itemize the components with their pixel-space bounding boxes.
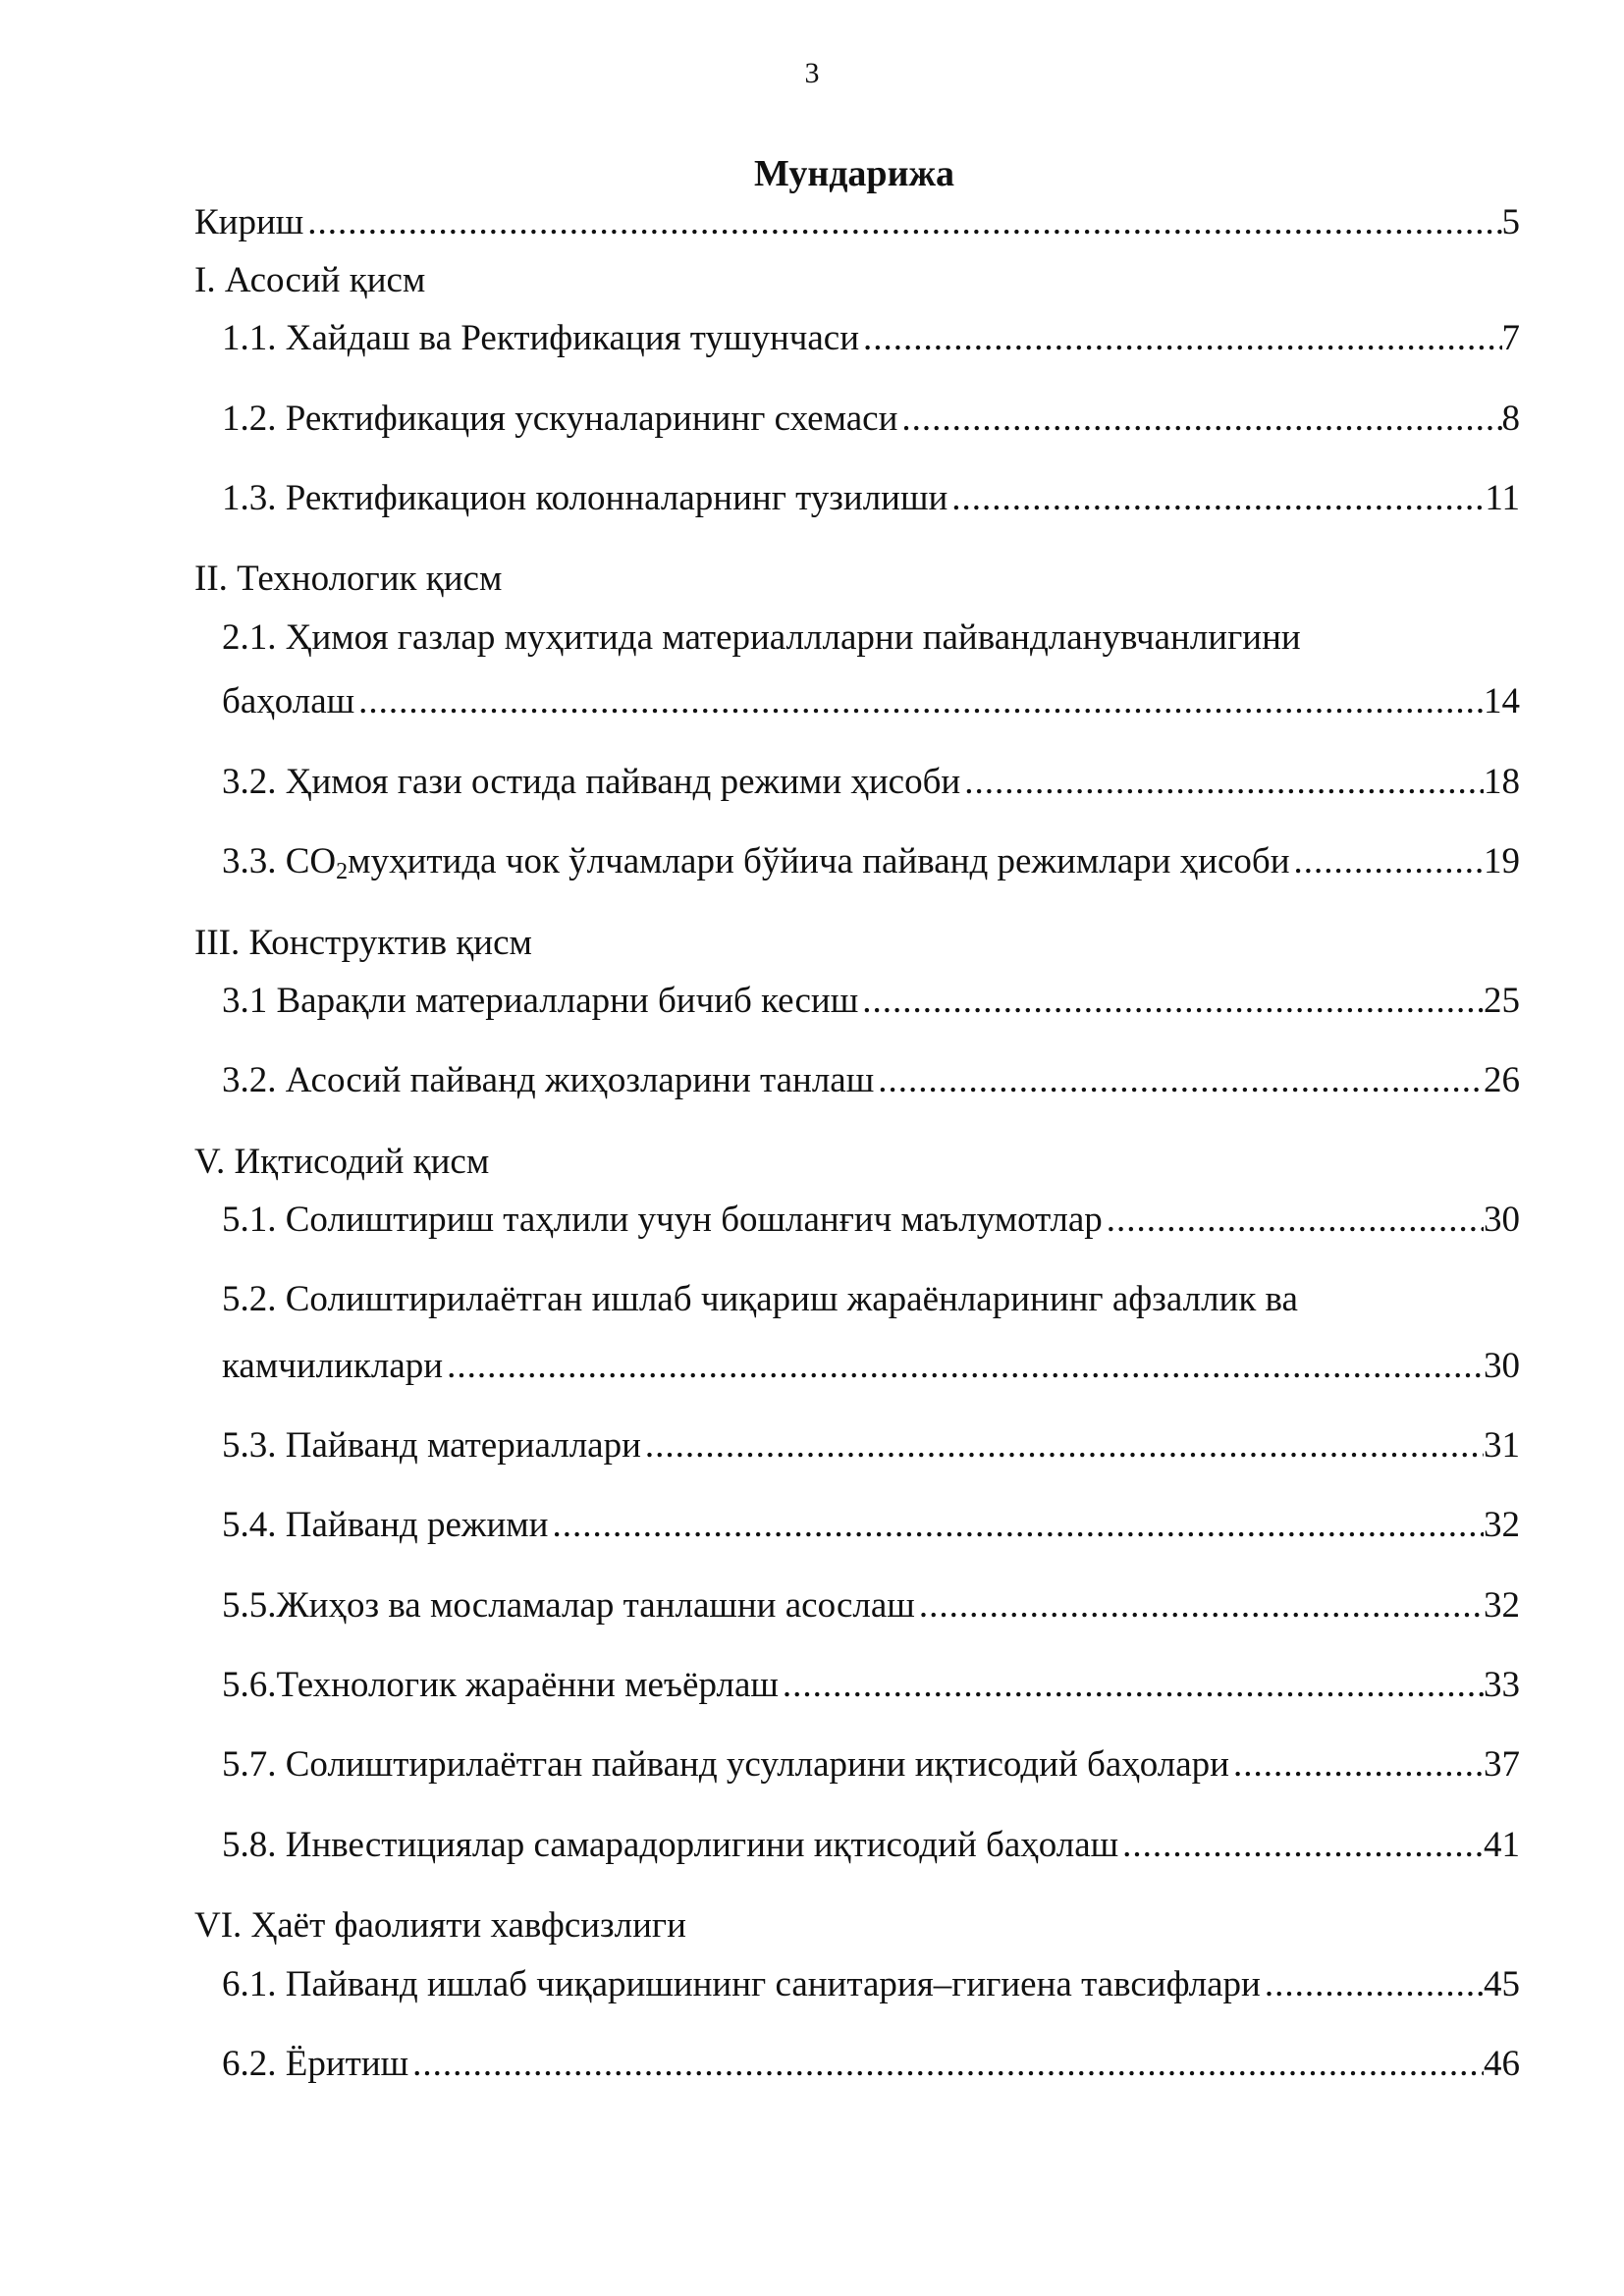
toc-entry-label xyxy=(222,837,1290,896)
dot-leader xyxy=(947,474,1485,523)
toc-entry[interactable] xyxy=(222,1661,1520,1710)
dot-leader xyxy=(859,314,1501,363)
dot-leader xyxy=(915,1581,1484,1630)
toc-entry-label: 1.2. Ректификация ускуналарининг схемаси xyxy=(222,399,898,439)
toc-entry-page: 33 xyxy=(1484,1665,1520,1705)
toc-entry-page: 32 xyxy=(1484,1505,1520,1545)
toc-entry-label: камчиликлари xyxy=(222,1346,444,1386)
toc-entry[interactable] xyxy=(222,1821,1520,1870)
toc-entry-label: Кириш xyxy=(194,202,304,242)
toc-entry-label: 1.3. Ректификацион колонналарнинг тузилиши xyxy=(222,478,948,518)
toc-entry[interactable] xyxy=(222,314,1520,363)
toc-entry-label: 5.5.Жиҳоз ва мосламалар танлашни асослаш xyxy=(222,1585,915,1626)
toc-entry-label: 1.1. Хайдаш ва Ректификация тушунчаси xyxy=(222,318,860,358)
toc-entry-label: баҳолаш xyxy=(222,681,355,721)
dot-leader xyxy=(408,2040,1484,2089)
toc-entry[interactable] xyxy=(222,1501,1520,1550)
dot-leader xyxy=(548,1501,1484,1550)
section-heading: VI. Ҳаёт фаолияти хавфсизлиги xyxy=(194,1905,686,1946)
section-heading: II. Технологик қисм xyxy=(194,559,503,599)
toc-entry-label: 6.1. Пайванд ишлаб чиқаришининг санитария–гигиена тавсифлари xyxy=(222,1964,1261,2004)
toc-entry-label: 3.1 Варақли материалларни бичиб кесиш xyxy=(222,981,859,1021)
dot-leader xyxy=(641,1421,1484,1470)
toc-entry-page: 8 xyxy=(1501,399,1520,439)
label-prefix: 3.3. CO xyxy=(222,841,337,881)
toc-entry[interactable] xyxy=(222,1196,1520,1245)
toc-entry-page: 5 xyxy=(1501,202,1520,242)
toc-entry-page: 26 xyxy=(1484,1060,1520,1100)
toc-entry-label: 5.4. Пайванд режими xyxy=(222,1505,549,1545)
toc-entry[interactable] xyxy=(222,677,1520,726)
label-suffix: муҳитида чок ўлчамлари бўйича пайванд режимлари ҳисоби xyxy=(348,841,1290,881)
toc-entry-page: 41 xyxy=(1484,1825,1520,1865)
dot-leader xyxy=(1261,1960,1484,2009)
toc-entry-page: 45 xyxy=(1484,1964,1520,2004)
toc-entry-intro[interactable] xyxy=(194,198,1520,247)
dot-leader xyxy=(443,1342,1484,1391)
section-heading: V. Иқтисодий қисм xyxy=(194,1142,490,1182)
toc-entry-label: 5.3. Пайванд материаллари xyxy=(222,1425,641,1466)
page-number: 3 xyxy=(804,57,820,89)
toc-entry-page: 25 xyxy=(1484,981,1520,1021)
toc-entry[interactable] xyxy=(222,1056,1520,1105)
toc-entry-label: 5.6.Технологик жараённи меъёрлаш xyxy=(222,1665,779,1705)
toc-title: Мундарижа xyxy=(753,153,955,194)
toc-entry-line1[interactable]: 2.1. Ҳимоя газлар муҳитида материаллларни пайвандланувчанлигини xyxy=(222,617,1301,658)
toc-entry-page: 37 xyxy=(1484,1744,1520,1785)
toc-entry-page: 7 xyxy=(1501,318,1520,358)
toc-entry[interactable] xyxy=(222,474,1520,523)
toc-entry-page: 46 xyxy=(1484,2044,1520,2084)
dot-leader xyxy=(1229,1740,1484,1789)
toc-entry-page: 32 xyxy=(1484,1585,1520,1626)
dot-leader xyxy=(874,1056,1484,1105)
toc-entry-page: 31 xyxy=(1484,1425,1520,1466)
toc-entry-label: 5.8. Инвестициялар самарадорлигини иқтисодий баҳолаш xyxy=(222,1825,1119,1865)
dot-leader xyxy=(1103,1196,1484,1245)
dot-leader xyxy=(303,198,1501,247)
toc-entry[interactable] xyxy=(222,395,1520,444)
toc-entry-label: 5.7. Солиштирилаётган пайванд усулларини иқтисодий баҳолари xyxy=(222,1744,1229,1785)
toc-entry[interactable] xyxy=(222,1342,1520,1391)
toc-entry[interactable] xyxy=(222,2040,1520,2089)
toc-entry-label: 3.2. Асосий пайванд жиҳозларини танлаш xyxy=(222,1060,875,1100)
toc-entry-page: 30 xyxy=(1484,1200,1520,1240)
toc-entry[interactable] xyxy=(222,758,1520,807)
subscript: 2 xyxy=(336,859,349,884)
section-heading: III. Конструктив қисм xyxy=(194,923,532,963)
toc-entry-page: 11 xyxy=(1485,478,1520,518)
toc-entry-label: 6.2. Ёритиш xyxy=(222,2044,409,2084)
toc-entry-label: 5.1. Солиштириш таҳлили учун бошланғич маълумотлар xyxy=(222,1200,1103,1240)
dot-leader xyxy=(779,1661,1484,1710)
dot-leader xyxy=(354,677,1484,726)
toc-entry[interactable] xyxy=(222,837,1520,886)
dot-leader xyxy=(1290,837,1484,886)
dot-leader xyxy=(858,977,1484,1026)
toc-entry-page: 14 xyxy=(1484,681,1520,721)
toc-entry-page: 30 xyxy=(1484,1346,1520,1386)
toc-entry[interactable] xyxy=(222,1960,1520,2009)
toc-entry[interactable] xyxy=(222,977,1520,1026)
dot-leader xyxy=(960,758,1484,807)
toc-entry-label: 3.2. Ҳимоя гази остида пайванд режими ҳисоби xyxy=(222,762,961,802)
toc-entry[interactable] xyxy=(222,1740,1520,1789)
toc-entry-page: 18 xyxy=(1484,762,1520,802)
toc-entry-line1[interactable]: 5.2. Солиштирилаётган ишлаб чиқариш жараёнларининг афзаллик ва xyxy=(222,1279,1298,1319)
section-heading: I. Асосий қисм xyxy=(194,260,426,300)
toc-entry-page: 19 xyxy=(1484,841,1520,881)
dot-leader xyxy=(897,395,1501,444)
toc-entry[interactable] xyxy=(222,1581,1520,1630)
dot-leader xyxy=(1118,1821,1484,1870)
toc-entry[interactable] xyxy=(222,1421,1520,1470)
